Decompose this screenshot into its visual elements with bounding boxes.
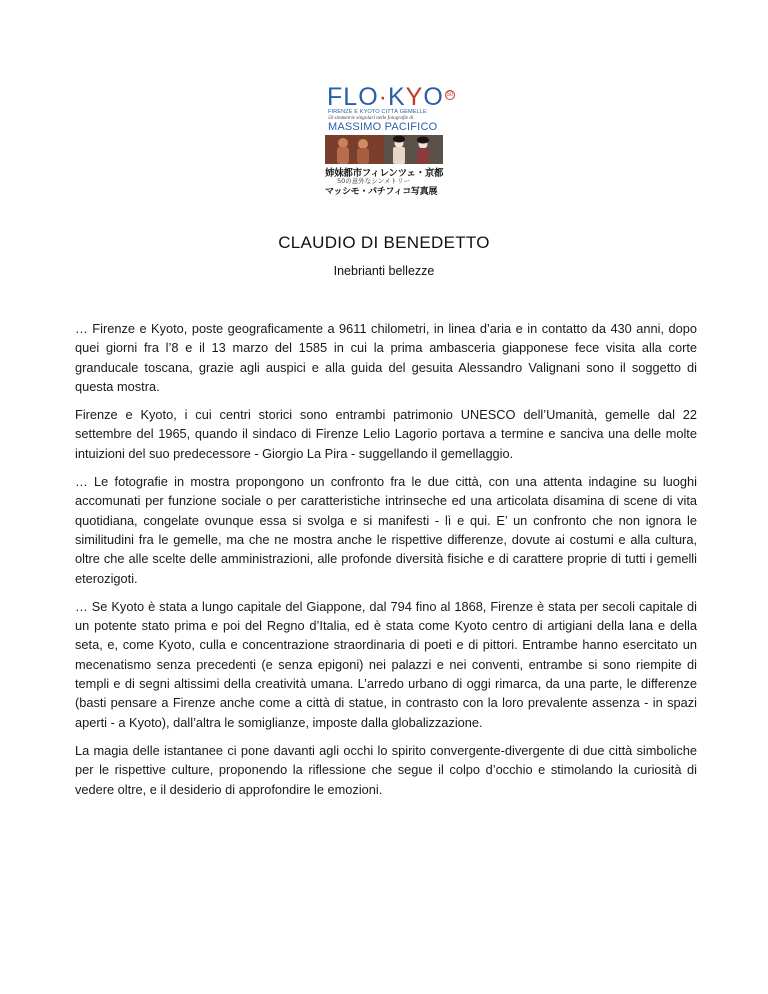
logo-wordmark-part: FL xyxy=(327,83,359,111)
logo-photographer-name: MASSIMO PACIFICO xyxy=(328,121,438,133)
logo-badge: 50 xyxy=(446,92,454,98)
logo-photo-strip xyxy=(325,135,443,164)
essay-subtitle: Inebrianti bellezze xyxy=(333,264,435,278)
paragraph: … Firenze e Kyoto, poste geograficamente a 9611 chilometri, in linea d’aria e in contatto da 430 anni, dopo quei giorni fra l’8 e il 13 marzo del 1585 in cui la prima ambasceria giapponese fece visita alla corte granducale toscana, grazie agli auspici e alla guida del gesuita Alessandro Valignani sono il soggetto di questa mostra. xyxy=(75,321,697,394)
logo-wordmark-part: K xyxy=(387,83,406,111)
logo-wordmark-part: Y xyxy=(405,83,424,111)
paragraph: … Le fotografie in mostra propongono un confronto fra le due città, con una attenta indagine su luoghi accomunati per funzione sociale o per caratteristiche intrinseche ed una articolata disamina di scene di vita quotidiana, congelate ovunque essa si svolga e si manifesti - lì e qui. E’ un confronto che non ignora le similitudini fra le gemelle, ma che ne mostra anche le rispettive differenze, dovute ai costumi e alla cultura, oltre che alle scelte delle amministrazioni, alle profonde diversità fisiche e di carattere proprie di tutti i gemelli eterozigoti. xyxy=(75,474,697,586)
logo-dot: · xyxy=(378,83,388,111)
logo-japanese-subtitle: 50の意外なシンメトリー xyxy=(337,177,410,185)
logo-wordmark xyxy=(327,84,455,110)
logo-japanese-photographer: マッシモ・パチフィコ写真展 xyxy=(325,187,438,197)
exhibition-logo xyxy=(325,83,454,197)
logo-tagline-secondary: 50 simmetrie singolari nelle fotografie di xyxy=(328,115,414,121)
logo-tagline: FIRENZE E KYOTO CITTÀ GEMELLE xyxy=(328,109,427,115)
author-heading: CLAUDIO DI BENEDETTO xyxy=(278,233,490,252)
paragraph: La magia delle istantanee ci pone davanti agli occhi lo spirito convergente-divergente di due città simboliche per le rispettive culture, proponendo la riflessione che segue il colpo d’occhio e stimolando la curiosità di vedere oltre, e il desiderio di approfondire le emozioni. xyxy=(75,742,697,797)
paragraph: Firenze e Kyoto, i cui centri storici sono entrambi patrimonio UNESCO dell’Umanità, gemelle dal 22 settembre del 1965, quando il sindaco di Firenze Lelio Lagorio portava a termine e sanciva una delle molte intuizioni del suo predecessore - Giorgio La Pira - suggellando il gemellaggio. xyxy=(75,407,697,461)
essay-body xyxy=(75,319,697,808)
paragraph: … Se Kyoto è stata a lungo capitale del Giappone, dal 794 fino al 1868, Firenze è stata per secoli capitale di un potente stato prima e poi del Regno d’Italia, ed è stata come Kyoto centro di artigiani della lana e della seta, e, come Kyoto, culla e concentrazione straordinaria di poeti e di pittori. Entrambe hanno esercitato un mecenatismo senza precedenti (e senza epigoni) nei palazzi e nei conventi, entrambe si sono riempite di templi e di segni altissimi della creatività umana. L’arredo urbano di oggi rimarca, da una parte, le differenze (basti pensare a Firenze anche come a città di statue, in contrasto con la loro prevalente assenza - in spazi aperti - a Kyoto), dall’altra le somiglianze, imposte dalla globalizzazione. xyxy=(75,598,697,730)
logo-japanese-title: 姉妹都市フィレンツェ・京都 xyxy=(325,168,444,179)
logo-wordmark-part: O xyxy=(423,83,444,111)
logo-wordmark-part: O xyxy=(358,83,379,111)
